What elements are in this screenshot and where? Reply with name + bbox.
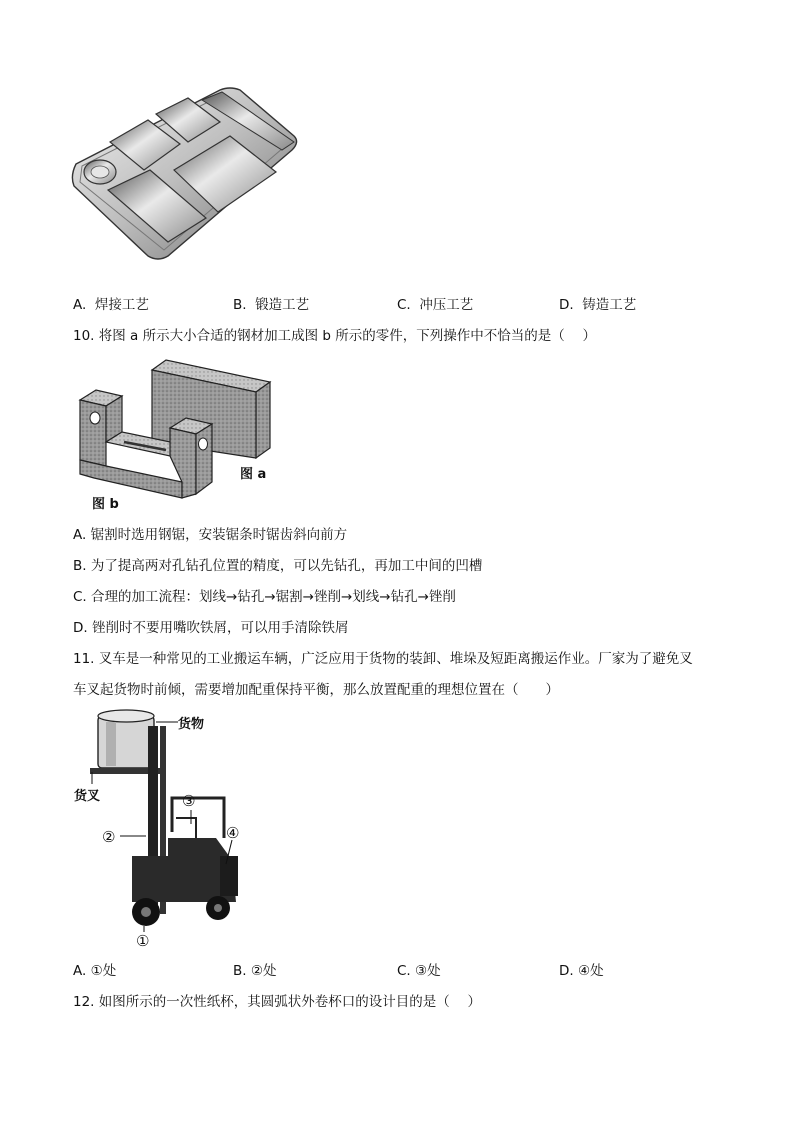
cargo-label: 货物	[178, 717, 205, 732]
q9-option-a: A. 焊接工艺	[73, 297, 149, 313]
figure-a-label: 图 a	[240, 467, 267, 482]
q11-option-a: A. ①处	[73, 963, 117, 979]
q11-option-c: C. ③处	[397, 963, 441, 979]
position-4-label: ④	[226, 824, 240, 842]
position-1-label: ①	[136, 932, 150, 950]
position-3-label: ③	[182, 792, 196, 810]
q11-stem-line1: 11. 叉车是一种常见的工业搬运车辆，广泛应用于货物的装卸、堆垛及短距离搬运作业。厂家为了避免叉	[73, 651, 693, 667]
q11-stem-line2: 车叉起货物时前倾，需要增加配重保持平衡，那么放置配重的理想位置在（ ）	[73, 682, 559, 698]
forklift-figure	[72, 706, 248, 950]
q10-option-a: A. 锯割时选用钢锯，安装锯条时锯齿斜向前方	[73, 527, 348, 543]
position-2-label: ②	[102, 828, 116, 846]
tray-figure	[70, 86, 302, 262]
q10-option-b: B. 为了提高两对孔钻孔位置的精度，可以先钻孔，再加工中间的凹槽	[73, 558, 483, 574]
steel-part-figure	[74, 358, 276, 512]
q11-option-b: B. ②处	[233, 963, 277, 979]
q11-option-d: D. ④处	[559, 963, 604, 979]
q10-option-d: D. 锉削时不要用嘴吹铁屑，可以用手清除铁屑	[73, 620, 349, 636]
q10-option-c: C. 合理的加工流程：划线→钻孔→锯割→锉削→划线→钻孔→锉削	[73, 589, 456, 605]
q9-option-d: D. 铸造工艺	[559, 297, 637, 313]
q9-option-b: B. 锻造工艺	[233, 297, 310, 313]
figure-b-label: 图 b	[92, 497, 119, 512]
q9-option-c: C. 冲压工艺	[397, 297, 474, 313]
fork-label: 货叉	[74, 789, 101, 804]
q12-stem: 12. 如图所示的一次性纸杯，其圆弧状外卷杯口的设计目的是（ ）	[73, 994, 482, 1010]
q10-stem: 10. 将图 a 所示大小合适的钢材加工成图 b 所示的零件，下列操作中不恰当的是（ ）	[73, 328, 597, 344]
